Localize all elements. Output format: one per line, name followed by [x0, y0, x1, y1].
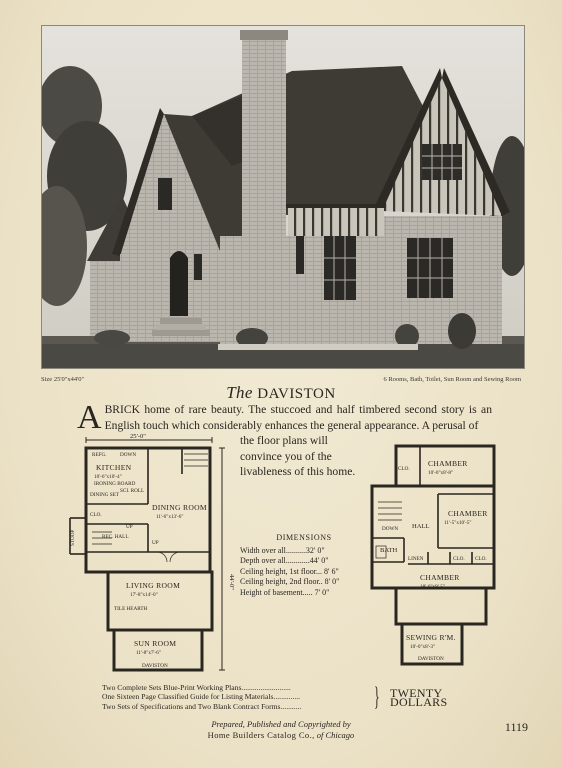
down-label-2: DOWN	[382, 526, 399, 532]
dimension-row: Height of basement..... 7' 0"	[240, 587, 330, 597]
up-label-2: UP	[152, 540, 159, 546]
drop-cap: A	[77, 399, 102, 436]
plans-offer	[102, 683, 482, 713]
size-caption: Size 25'0"x44'0"	[41, 376, 85, 383]
second-floor-daviston: DAVISTON	[418, 656, 444, 662]
rec-hall-label: REC. HALL	[102, 534, 129, 540]
clo-label-2: CLO.	[398, 466, 410, 472]
ironing-label: IRONING BOARD	[94, 481, 136, 487]
second-floor-plan	[368, 442, 503, 672]
dimensions-table	[240, 533, 368, 598]
dimension-row: Ceiling height, 2nd floor.. 8' 0"	[240, 577, 340, 586]
tile-hearth-label: TILE HEARTH	[114, 606, 148, 612]
publisher-name: Home Builders Catalog Co.,	[207, 730, 315, 740]
chamber1-size: 10'-0"x8'-8"	[428, 470, 454, 476]
rooms-caption: 6 Rooms, Bath, Toilet, Sun Room and Sewing Room	[383, 376, 521, 383]
bath-label: BATH	[380, 547, 398, 554]
footer-line-1: Prepared, Published and Copyrighted by	[211, 719, 351, 729]
dining-room-size: 11'-6"x13'-6"	[156, 514, 184, 520]
chamber1-name: CHAMBER	[428, 459, 468, 468]
sewing-room-size: 10'-0"x8'-3"	[410, 644, 436, 650]
kitchen-name: KITCHEN	[96, 463, 132, 472]
sun-room-name: SUN ROOM	[134, 639, 177, 648]
title-prefix: The	[226, 383, 253, 402]
publisher-city: of Chicago	[316, 730, 355, 740]
offer-line-3: Two Sets of Specifications and Two Blank Contract Forms...........	[102, 701, 302, 711]
publisher-footer	[0, 719, 562, 741]
chamber2-size: 11'-5"x10'-5"	[444, 520, 472, 526]
first-floor-daviston: DAVISTON	[142, 663, 168, 669]
footer-line-2	[0, 730, 562, 741]
dining-room-name: DINING ROOM	[152, 503, 207, 512]
living-room-size: 17'-8"x14'-0"	[130, 592, 158, 598]
dimension-row: Depth over all............44' 0"	[240, 556, 329, 565]
clo-label-3: CLO.	[453, 556, 465, 562]
clo-label-1: CLO.	[90, 512, 102, 518]
sci-label: SCI. ROLL	[120, 488, 145, 494]
offer-line-1: Two Complete Sets Blue-Print Working Plans..........................	[102, 683, 291, 692]
offer-price: TWENTY DOLLARS	[390, 686, 448, 710]
sun-room-size: 11'-8"x7'-6"	[136, 650, 161, 656]
dining-set-label: DINING SET	[90, 492, 119, 498]
chamber3-name: CHAMBER	[420, 573, 460, 582]
offer-line-2: One Sixteen Page Classified Guide for Listing Materials..............	[102, 692, 301, 702]
dimension-row: Width over all..........32' 0"	[240, 545, 325, 555]
dimensions-heading: DIMENSIONS	[276, 533, 332, 542]
living-room-name: LIVING ROOM	[126, 581, 181, 590]
up-label-1: UP	[126, 524, 133, 530]
width-label: 25'-0"	[130, 434, 146, 440]
description-continuation: the floor plans will convince you of the livableness of this home.	[240, 434, 356, 478]
title-name: DAVISTON	[257, 386, 336, 402]
description-paragraph	[77, 399, 492, 436]
description-line1: BRICK home of rare beauty. The stuccoed and half timbered second story is an English touch which considerably enhances the general appearance. A perusal of	[104, 403, 492, 432]
clo-label-4: CLO.	[475, 556, 487, 562]
house-photograph	[41, 25, 525, 369]
page-number: 1119	[504, 720, 528, 734]
offer-brace: }	[374, 682, 380, 711]
linen-label: LINEN	[408, 556, 424, 562]
kitchen-size: 10'-6"x10'-4"	[94, 474, 122, 480]
hall-label: HALL	[412, 523, 430, 530]
refg-label: REFG.	[92, 452, 107, 458]
sewing-room-name: SEWING R'M.	[406, 633, 456, 642]
chamber2-name: CHAMBER	[448, 509, 488, 518]
down-label-1: DOWN	[120, 452, 137, 458]
chamber3-size: 18'-6"x9'-5"	[420, 584, 446, 590]
dimension-row: Ceiling height, 1st floor... 8' 6"	[240, 566, 339, 576]
first-floor-plan	[62, 434, 242, 674]
stoop-label: STOOP	[70, 529, 76, 546]
depth-label: 44'-0"	[228, 574, 235, 590]
